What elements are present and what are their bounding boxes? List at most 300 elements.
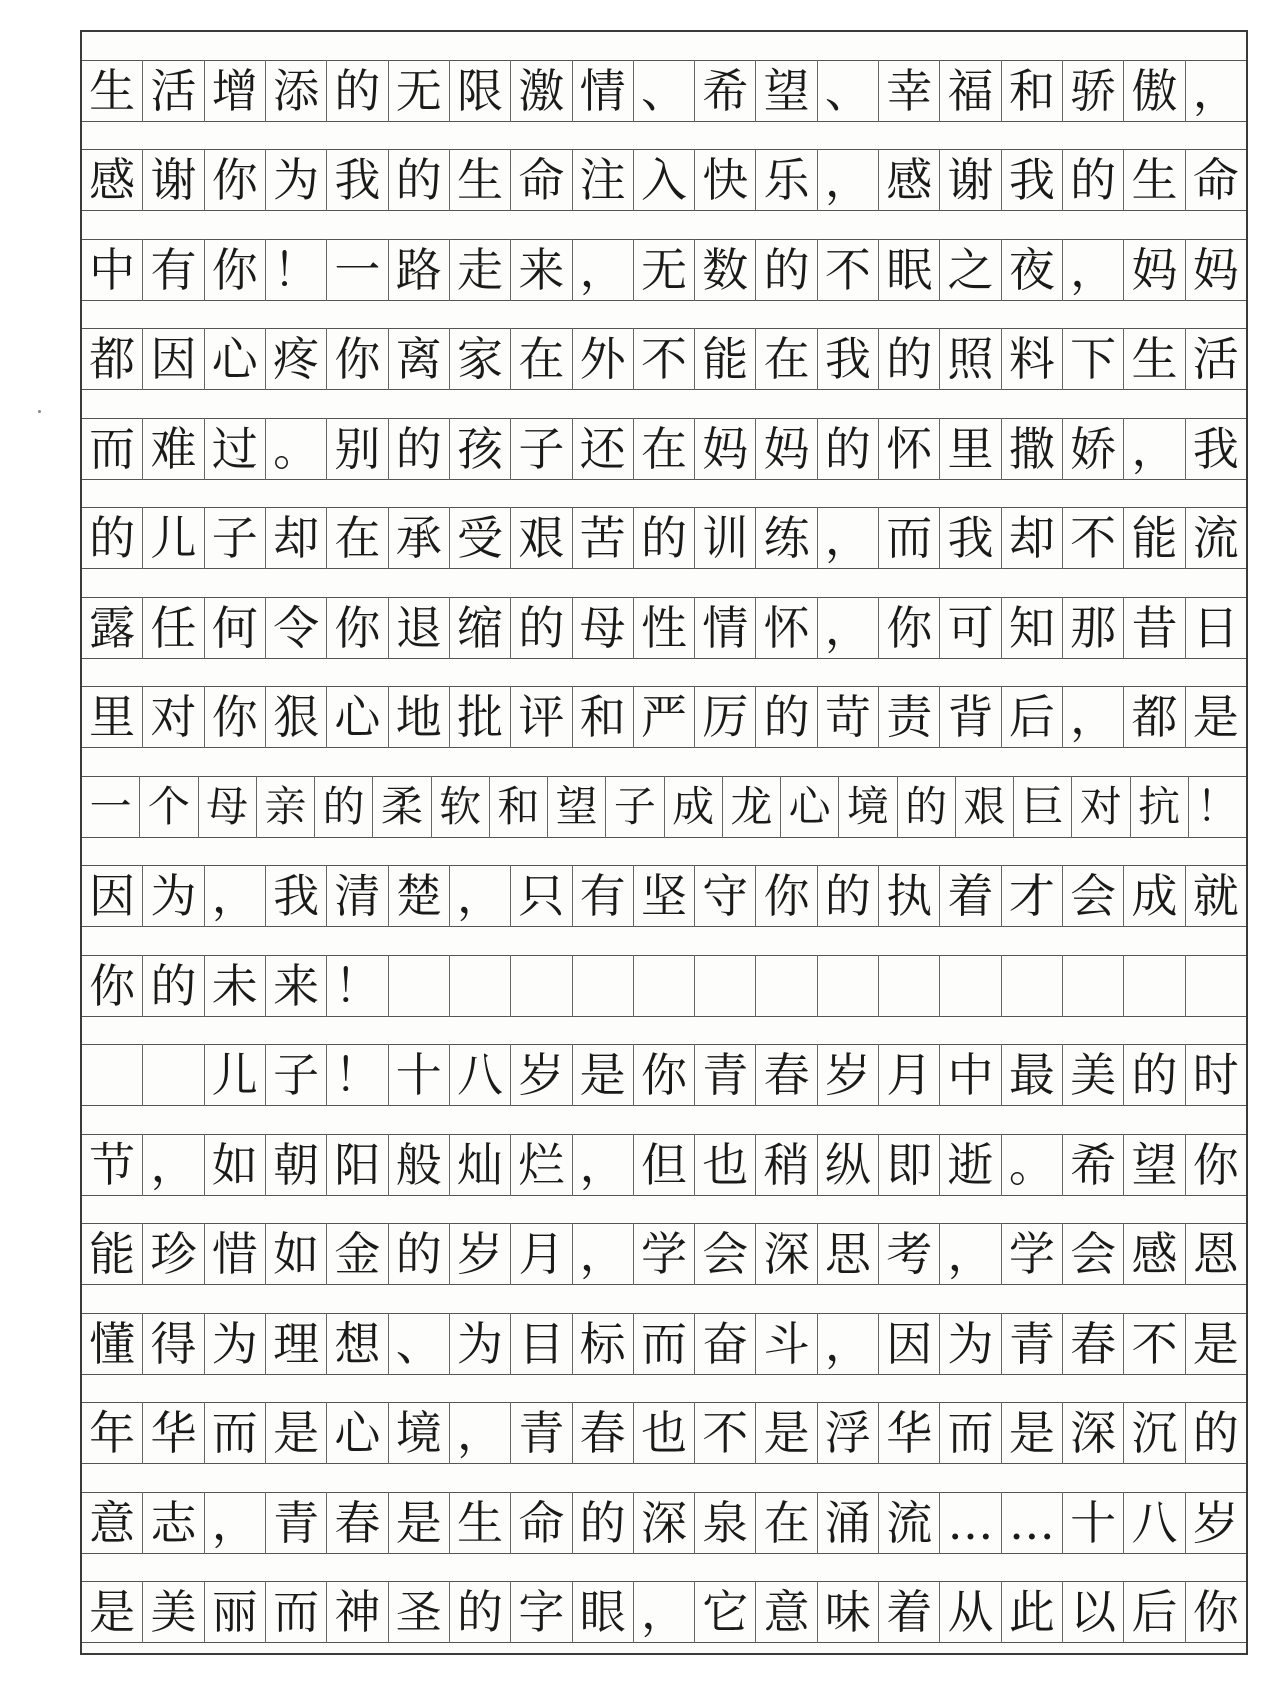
- grid-cell: 福: [940, 60, 1001, 122]
- grid-cell: [82, 1044, 143, 1106]
- grid-cell: 在: [634, 418, 695, 480]
- grid-cell: 奋: [695, 1313, 756, 1375]
- grid-cell: 的: [1192, 1406, 1239, 1460]
- grid-cell: 的: [818, 865, 879, 927]
- line-cells: [82, 597, 1246, 659]
- grid-cell: 的: [898, 776, 956, 838]
- grid-cell: 、: [634, 60, 695, 122]
- grid-cell: [1186, 955, 1246, 1017]
- grid-cell: 露: [82, 597, 143, 659]
- grid-cell: 离: [389, 328, 450, 390]
- grid-cell: 着: [940, 865, 1001, 927]
- line-cells: [82, 60, 1246, 122]
- grid-cell: 是: [1002, 1402, 1063, 1464]
- grid-cell: 希: [1063, 1134, 1124, 1196]
- grid-cell: 烂: [511, 1134, 572, 1196]
- grid-cell: [818, 955, 879, 1017]
- grid-cell: 理: [266, 1313, 327, 1375]
- grid-cell: 夜: [1002, 239, 1063, 301]
- grid-cell: 有: [573, 865, 634, 927]
- grid-cell: 外: [573, 328, 634, 390]
- grid-cell: 增: [205, 60, 266, 122]
- grid-cell: 你: [879, 597, 940, 659]
- grid-cell: 严: [634, 686, 695, 748]
- line-cells: [82, 776, 1246, 838]
- grid-cell: 心: [327, 686, 388, 748]
- grid-cell: [389, 955, 450, 1017]
- grid-cell: 能: [82, 1223, 143, 1285]
- grid-cell: 清: [327, 865, 388, 927]
- grid-cell: 料: [1002, 328, 1063, 390]
- grid-cell: 的: [389, 1223, 450, 1285]
- grid-cell: 味: [818, 1581, 879, 1643]
- grid-cell: 珍: [143, 1223, 204, 1285]
- grid-cell: 会: [1063, 865, 1124, 927]
- grid-cell: …: [940, 1492, 1001, 1554]
- grid-cell: 子: [266, 1044, 327, 1106]
- grid-cell: 年: [82, 1402, 143, 1464]
- grid-cell: 里: [82, 686, 143, 748]
- grid-cell: 评: [511, 686, 572, 748]
- grid-cell: 着: [879, 1581, 940, 1643]
- grid-cell: 在: [511, 328, 572, 390]
- grid-cell: 不: [1063, 507, 1124, 569]
- grid-cell: 朝: [266, 1134, 327, 1196]
- grid-cell: 令: [266, 597, 327, 659]
- grid-cell: 。: [266, 418, 327, 480]
- grid-cell: 而: [634, 1313, 695, 1375]
- grid-cell: 在: [756, 328, 817, 390]
- manuscript-line: [82, 1196, 1246, 1286]
- grid-cell: 承: [389, 507, 450, 569]
- grid-cell: 在: [756, 1492, 817, 1554]
- grid-cell: 境: [839, 776, 897, 838]
- grid-cell: 春: [327, 1492, 388, 1554]
- grid-cell: 执: [879, 865, 940, 927]
- grid-cell: 添: [266, 60, 327, 122]
- grid-cell: 恩: [1192, 1227, 1239, 1281]
- grid-cell: 是: [82, 1581, 143, 1643]
- manuscript-line: [82, 390, 1246, 480]
- grid-cell: 岁: [511, 1044, 572, 1106]
- grid-cell: 而: [82, 418, 143, 480]
- grid-cell: 是: [1192, 690, 1239, 744]
- grid-cell: 的: [756, 686, 817, 748]
- grid-cell: 我: [940, 507, 1001, 569]
- grid-cell: 命: [1192, 153, 1239, 207]
- grid-cell: 十: [1063, 1492, 1124, 1554]
- grid-cell: 柔: [373, 776, 431, 838]
- grid-cell: 性: [634, 597, 695, 659]
- grid-cell: 字: [511, 1581, 572, 1643]
- manuscript-line: [82, 569, 1246, 659]
- grid-cell: 岁: [818, 1044, 879, 1106]
- grid-cell: 下: [1063, 328, 1124, 390]
- grid-cell: 地: [389, 686, 450, 748]
- grid-cell: 因: [879, 1313, 940, 1375]
- grid-cell: 撒: [1002, 418, 1063, 480]
- grid-cell: ，: [1063, 239, 1124, 301]
- grid-cell: 懂: [82, 1313, 143, 1375]
- grid-cell: 守: [695, 865, 756, 927]
- grid-cell: [940, 955, 1001, 1017]
- grid-cell: ！: [1196, 781, 1239, 831]
- grid-cell: 别: [327, 418, 388, 480]
- grid-cell: 孩: [450, 418, 511, 480]
- grid-cell: 如: [266, 1223, 327, 1285]
- grid-cell: 不: [695, 1402, 756, 1464]
- grid-cell: ！: [327, 955, 388, 1017]
- grid-cell: 后: [1124, 1581, 1185, 1643]
- manuscript-line: [82, 480, 1246, 570]
- grid-cell: 逝: [940, 1134, 1001, 1196]
- grid-cell: ，: [818, 149, 879, 211]
- manuscript-line: [82, 1375, 1246, 1465]
- grid-cell: 却: [1002, 507, 1063, 569]
- grid-cell: 是: [573, 1044, 634, 1106]
- grid-cell: 深: [756, 1223, 817, 1285]
- grid-cell: 月: [511, 1223, 572, 1285]
- grid-cell: 缩: [450, 597, 511, 659]
- grid-cell: 疼: [266, 328, 327, 390]
- grid-cell: [143, 1044, 204, 1106]
- grid-cell: 那: [1063, 597, 1124, 659]
- grid-cell: 我: [327, 149, 388, 211]
- grid-cell: 受: [450, 507, 511, 569]
- grid-cell: 就: [1192, 869, 1239, 923]
- grid-cell: 华: [879, 1402, 940, 1464]
- grid-cell: 过: [205, 418, 266, 480]
- manuscript-line: [82, 301, 1246, 391]
- grid-cell: 但: [634, 1134, 695, 1196]
- grid-cell: 谢: [143, 149, 204, 211]
- grid-cell: ！: [327, 1044, 388, 1106]
- grid-cell: 为: [205, 1313, 266, 1375]
- grid-cell: 神: [327, 1581, 388, 1643]
- grid-cell: 春: [756, 1044, 817, 1106]
- grid-cell: 生: [1124, 328, 1185, 390]
- grid-cell: 批: [450, 686, 511, 748]
- grid-cell: 龙: [723, 776, 781, 838]
- grid-cell: 青: [1002, 1313, 1063, 1375]
- grid-cell: 流: [1192, 511, 1239, 565]
- grid-cell: 稍: [756, 1134, 817, 1196]
- grid-cell: 傲: [1124, 60, 1185, 122]
- manuscript-line: [82, 838, 1246, 928]
- manuscript-line: [82, 32, 1246, 122]
- grid-cell: 儿: [205, 1044, 266, 1106]
- grid-cell: 妈: [756, 418, 817, 480]
- grid-cell: [695, 955, 756, 1017]
- grid-cell: 境: [389, 1402, 450, 1464]
- grid-cell: 知: [1002, 597, 1063, 659]
- line-cells: [82, 1402, 1246, 1464]
- grid-cell: 以: [1063, 1581, 1124, 1643]
- grid-cell: 而: [205, 1402, 266, 1464]
- grid-cell: 丽: [205, 1581, 266, 1643]
- grid-cell: 你: [205, 239, 266, 301]
- grid-cell: 的: [511, 597, 572, 659]
- line-cells: [82, 1581, 1246, 1643]
- line-cells: [82, 1492, 1246, 1554]
- grid-cell: 谢: [940, 149, 1001, 211]
- grid-cell: [756, 955, 817, 1017]
- grid-cell: 意: [82, 1492, 143, 1554]
- grid-cell: 你: [634, 1044, 695, 1106]
- grid-cell: 为: [143, 865, 204, 927]
- grid-cell: 路: [389, 239, 450, 301]
- grid-cell: 不: [634, 328, 695, 390]
- grid-cell: 深: [634, 1492, 695, 1554]
- line-cells: [82, 955, 1246, 1017]
- grid-cell: 感: [1124, 1223, 1185, 1285]
- grid-cell: ，: [1063, 686, 1124, 748]
- grid-cell: 心: [205, 328, 266, 390]
- grid-cell: 激: [511, 60, 572, 122]
- grid-cell: 中: [82, 239, 143, 301]
- grid-cell: 的: [389, 149, 450, 211]
- grid-cell: ，: [143, 1134, 204, 1196]
- grid-cell: ！: [266, 239, 327, 301]
- manuscript-line: [82, 659, 1246, 749]
- grid-cell: ，: [205, 1492, 266, 1554]
- grid-cell: 的: [634, 507, 695, 569]
- grid-cell: 的: [315, 776, 373, 838]
- grid-cell: 怀: [879, 418, 940, 480]
- grid-cell: 为: [266, 149, 327, 211]
- grid-cell: [511, 955, 572, 1017]
- grid-cell: 的: [573, 1492, 634, 1554]
- grid-cell: 来: [511, 239, 572, 301]
- grid-cell: 亲: [257, 776, 315, 838]
- grid-cell: 一: [327, 239, 388, 301]
- manuscript-line: [82, 1285, 1246, 1375]
- grid-cell: 照: [940, 328, 1001, 390]
- grid-cell: 般: [389, 1134, 450, 1196]
- grid-cell: 妈: [1124, 239, 1185, 301]
- grid-cell: 是: [1192, 1316, 1239, 1371]
- grid-cell: 的: [143, 955, 204, 1017]
- grid-cell: 的: [879, 328, 940, 390]
- grid-cell: [450, 955, 511, 1017]
- grid-cell: 都: [82, 328, 143, 390]
- grid-cell: ，: [818, 1313, 879, 1375]
- line-cells: [82, 507, 1246, 569]
- grid-cell: 艰: [956, 776, 1014, 838]
- grid-cell: 望: [548, 776, 606, 838]
- grid-cell: 里: [940, 418, 1001, 480]
- grid-cell: 生: [450, 149, 511, 211]
- grid-cell: 因: [143, 328, 204, 390]
- grid-cell: ，: [573, 1134, 634, 1196]
- grid-cell: 八: [450, 1044, 511, 1106]
- grid-cell: 和: [573, 686, 634, 748]
- grid-cell: 子: [205, 507, 266, 569]
- grid-cell: 从: [940, 1581, 1001, 1643]
- grid-cell: ，: [818, 597, 879, 659]
- grid-cell: 是: [389, 1492, 450, 1554]
- grid-cell: 希: [695, 60, 756, 122]
- grid-cell: 你: [205, 149, 266, 211]
- grid-cell: 坚: [634, 865, 695, 927]
- grid-cell: 还: [573, 418, 634, 480]
- grid-cell: 巨: [1014, 776, 1072, 838]
- grid-cell: 在: [327, 507, 388, 569]
- grid-cell: 也: [634, 1402, 695, 1464]
- grid-cell: 入: [634, 149, 695, 211]
- grid-cell: ，: [1192, 63, 1239, 118]
- grid-cell: 乐: [756, 149, 817, 211]
- line-cells: [82, 239, 1246, 301]
- grid-cell: 思: [818, 1223, 879, 1285]
- grid-cell: 你: [1192, 1585, 1239, 1639]
- grid-cell: 生: [82, 60, 143, 122]
- grid-cell: 为: [450, 1313, 511, 1375]
- grid-cell: 沉: [1124, 1402, 1185, 1464]
- grid-cell: 责: [879, 686, 940, 748]
- grid-cell: 而: [266, 1581, 327, 1643]
- grid-cell: 标: [573, 1313, 634, 1375]
- grid-cell: ，: [450, 865, 511, 927]
- grid-cell: 泉: [695, 1492, 756, 1554]
- manuscript-line: [82, 1464, 1246, 1554]
- line-cells: [82, 1134, 1246, 1196]
- grid-cell: 活: [143, 60, 204, 122]
- grid-cell: ，: [573, 239, 634, 301]
- grid-cell: 你: [82, 955, 143, 1017]
- grid-cell: 。: [1002, 1134, 1063, 1196]
- grid-cell: 的: [818, 418, 879, 480]
- grid-cell: ，: [1124, 418, 1185, 480]
- grid-cell: 美: [143, 1581, 204, 1643]
- grid-cell: 此: [1002, 1581, 1063, 1643]
- grid-cell: 妈: [695, 418, 756, 480]
- stray-mark: [38, 410, 41, 413]
- grid-cell: 生: [1124, 149, 1185, 211]
- grid-cell: 浮: [818, 1402, 879, 1464]
- grid-cell: [634, 955, 695, 1017]
- grid-cell: 苛: [818, 686, 879, 748]
- grid-cell: 阳: [327, 1134, 388, 1196]
- grid-cell: 的: [389, 418, 450, 480]
- grid-cell: 十: [389, 1044, 450, 1106]
- grid-cell: ，: [450, 1402, 511, 1464]
- grid-cell: 有: [143, 239, 204, 301]
- line-cells: [82, 149, 1246, 211]
- grid-cell: 它: [695, 1581, 756, 1643]
- manuscript-line: [82, 927, 1246, 1017]
- grid-cell: [1063, 955, 1124, 1017]
- manuscript-line: [82, 1106, 1246, 1196]
- grid-cell: 如: [205, 1134, 266, 1196]
- grid-cell: [1002, 955, 1063, 1017]
- grid-cell: 而: [879, 507, 940, 569]
- grid-cell: 美: [1063, 1044, 1124, 1106]
- grid-cell: 意: [756, 1581, 817, 1643]
- grid-cell: 妈: [1192, 242, 1239, 297]
- grid-cell: 怀: [756, 597, 817, 659]
- grid-cell: 最: [1002, 1044, 1063, 1106]
- grid-cell: 岁: [450, 1223, 511, 1285]
- grid-cell: 的: [756, 239, 817, 301]
- grid-cell: 学: [634, 1223, 695, 1285]
- grid-cell: 快: [695, 149, 756, 211]
- grid-cell: 望: [756, 60, 817, 122]
- grid-cell: 艰: [511, 507, 572, 569]
- grid-cell: 望: [1124, 1134, 1185, 1196]
- grid-cell: 青: [511, 1402, 572, 1464]
- grid-cell: 限: [450, 60, 511, 122]
- grid-cell: 春: [573, 1402, 634, 1464]
- grid-cell: 楚: [389, 865, 450, 927]
- grid-cell: 儿: [143, 507, 204, 569]
- grid-cell: 感: [82, 149, 143, 211]
- grid-cell: ，: [940, 1223, 1001, 1285]
- grid-cell: 也: [695, 1134, 756, 1196]
- grid-cell: 你: [756, 865, 817, 927]
- grid-cell: 志: [143, 1492, 204, 1554]
- line-cells: [82, 1313, 1246, 1375]
- grid-cell: 难: [143, 418, 204, 480]
- manuscript-line: [82, 211, 1246, 301]
- grid-cell: 不: [1124, 1313, 1185, 1375]
- grid-cell: 和: [1002, 60, 1063, 122]
- grid-cell: 个: [140, 776, 198, 838]
- grid-cell: 、: [818, 60, 879, 122]
- grid-cell: 感: [879, 149, 940, 211]
- grid-cell: 才: [1002, 865, 1063, 927]
- line-cells: [82, 865, 1246, 927]
- grid-cell: 无: [634, 239, 695, 301]
- manuscript-line: [82, 122, 1246, 212]
- grid-cell: 斗: [756, 1313, 817, 1375]
- grid-cell: 我: [818, 328, 879, 390]
- grid-cell: 命: [511, 149, 572, 211]
- grid-cell: 母: [573, 597, 634, 659]
- grid-cell: 你: [327, 328, 388, 390]
- grid-cell: 岁: [1192, 1495, 1239, 1550]
- grid-cell: 圣: [389, 1581, 450, 1643]
- grid-cell: 家: [450, 328, 511, 390]
- grid-cell: 、: [389, 1313, 450, 1375]
- grid-cell: 活: [1192, 332, 1239, 386]
- grid-cell: [879, 955, 940, 1017]
- grid-cell: 的: [327, 60, 388, 122]
- grid-cell: 而: [940, 1402, 1001, 1464]
- grid-cell: 娇: [1063, 418, 1124, 480]
- grid-cell: 子: [606, 776, 664, 838]
- grid-cell: 命: [511, 1492, 572, 1554]
- grid-cell: 深: [1063, 1402, 1124, 1464]
- grid-cell: 情: [695, 597, 756, 659]
- grid-cell: 你: [327, 597, 388, 659]
- grid-cell: 是: [756, 1402, 817, 1464]
- grid-cell: 一: [82, 776, 140, 838]
- grid-cell: 幸: [879, 60, 940, 122]
- grid-cell: 因: [82, 865, 143, 927]
- grid-cell: 软: [432, 776, 490, 838]
- grid-cell: 注: [573, 149, 634, 211]
- grid-cell: 纵: [818, 1134, 879, 1196]
- grid-cell: 月: [879, 1044, 940, 1106]
- grid-cell: 惜: [205, 1223, 266, 1285]
- grid-cell: 想: [327, 1313, 388, 1375]
- grid-cell: 退: [389, 597, 450, 659]
- grid-cell: 青: [695, 1044, 756, 1106]
- grid-cell: 会: [1063, 1223, 1124, 1285]
- grid-cell: 我: [1192, 421, 1239, 476]
- grid-cell: 华: [143, 1402, 204, 1464]
